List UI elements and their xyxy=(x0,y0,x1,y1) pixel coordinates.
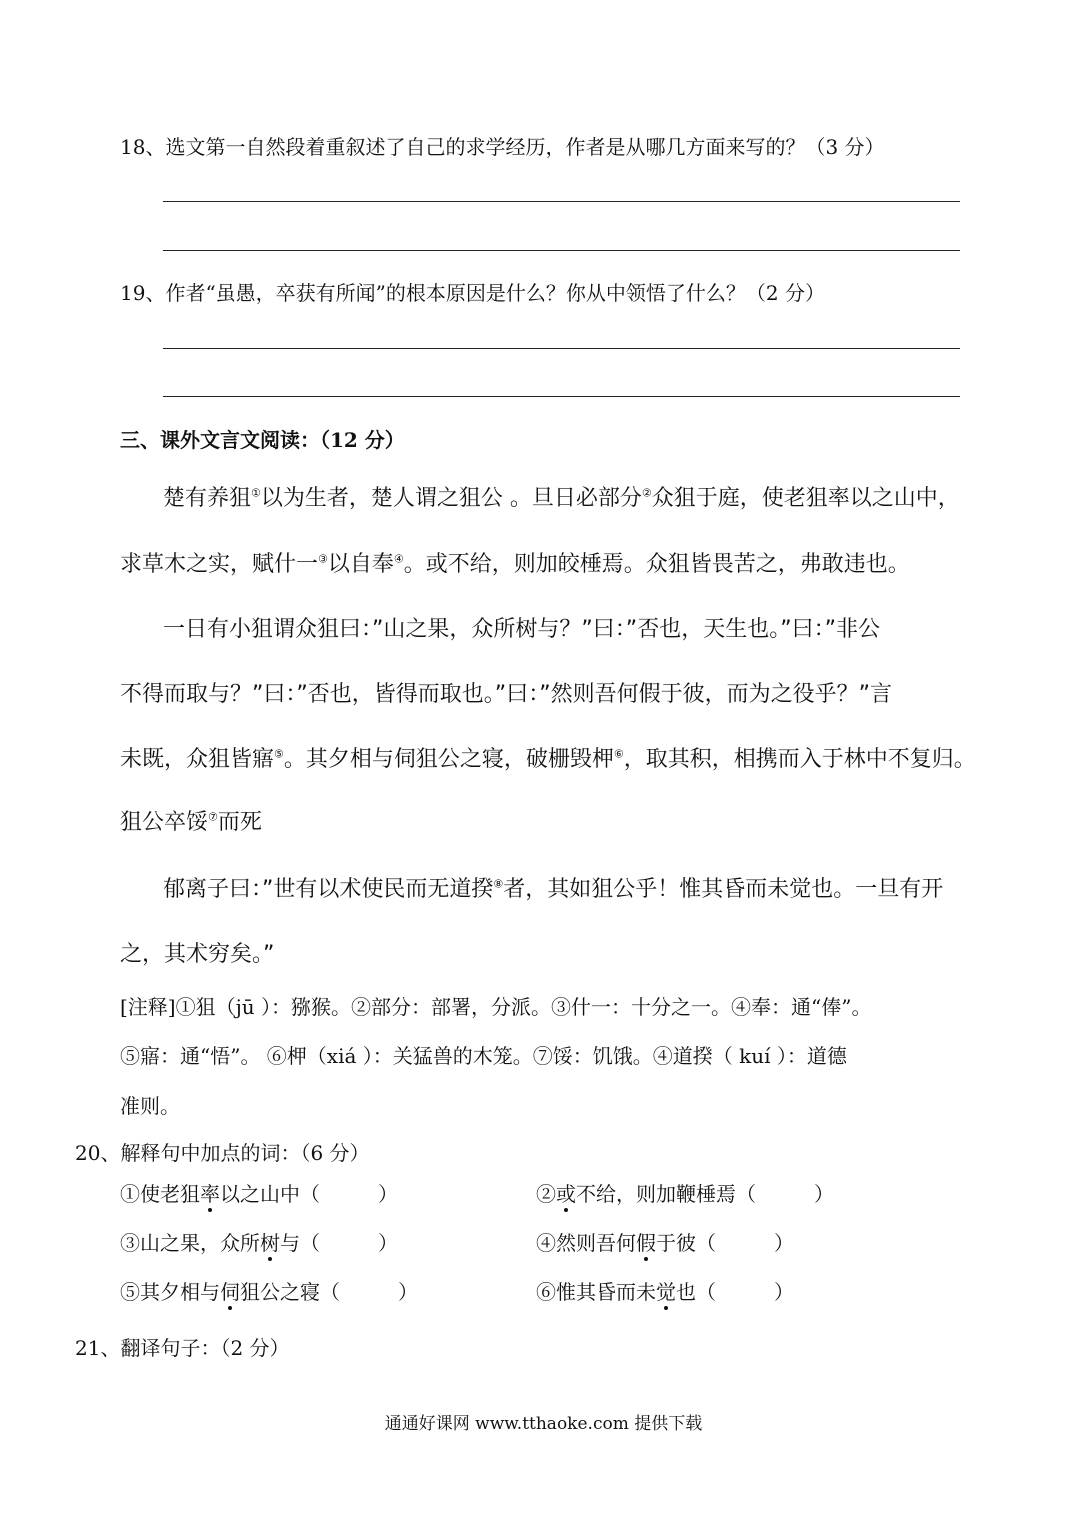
passage-line: 之，其术穷矣。” xyxy=(120,942,275,967)
q20-item-4: ④然则吾何假于彼（ ） xyxy=(536,1231,794,1255)
answer-line xyxy=(163,396,960,397)
passage-line: 不得而取与？”曰：”否也，皆得而取也。”曰：”然则吾何假于彼，而为之役乎？”言 xyxy=(120,682,892,707)
answer-line xyxy=(163,348,960,349)
passage-line: 郁离子曰：”世有以术使民而无道揆⑧者，其如狙公乎！惟其昏而未觉也。一旦有开 xyxy=(163,877,944,902)
question-20: 20、解释句中加点的词：（6 分） xyxy=(75,1141,370,1165)
answer-line xyxy=(163,201,960,202)
q20-item-6: ⑥惟其昏而未觉也（ ） xyxy=(536,1280,794,1304)
question-21: 21、翻译句子：（2 分） xyxy=(75,1336,290,1360)
section-heading: 三、课外文言文阅读：（12 分） xyxy=(120,428,405,452)
passage-line: 楚有养狙①以为生者，楚人谓之狙公 。旦日必部分②众狙于庭，使老狙率以之山中， xyxy=(163,486,960,511)
page-footer: 通通好课网 www.tthaoke.com 提供下载 xyxy=(384,1414,703,1434)
question-19: 19、作者“虽愚，卒获有所闻”的根本原因是什么？你从中领悟了什么？（2 分） xyxy=(120,281,825,305)
passage-line: 狙公卒馁⑦而死 xyxy=(120,810,262,835)
q20-item-2: ②或不给，则加鞭棰焉（ ） xyxy=(536,1182,834,1206)
passage-line: 一日有小狙谓众狙曰：”山之果，众所树与？”曰：”否也，天生也。”曰：”非公 xyxy=(163,617,880,642)
q20-item-1: ①使老狙率以之山中（ ） xyxy=(120,1182,398,1206)
q20-item-3: ③山之果，众所树与（ ） xyxy=(120,1231,398,1255)
annotation-line: 准则。 xyxy=(120,1094,180,1118)
question-18: 18、选文第一自然段着重叙述了自己的求学经历，作者是从哪几方面来写的？（3 分） xyxy=(120,135,885,159)
passage-line: 未既，众狙皆寤⑤。其夕相与伺狙公之寝，破栅毁柙⑥，取其积，相携而入于林中不复归。 xyxy=(120,747,976,772)
annotation-line: ⑤寤：通“悟”。 ⑥柙（xiá ）：关猛兽的木笼。⑦馁：饥饿。④道揆（ kuí ）：道德 xyxy=(120,1044,847,1068)
annotation-line: [注释]①狙（jū ）：猕猴。②部分：部署，分派。③什一：十分之一。④奉：通“俸”。 xyxy=(120,995,872,1019)
passage-line: 求草木之实，赋什一③以自奉④。或不给，则加皎棰焉。众狙皆畏苦之，弗敢违也。 xyxy=(120,552,910,577)
q20-item-5: ⑤其夕相与伺狙公之寝（ ） xyxy=(120,1280,418,1304)
answer-line xyxy=(163,250,960,251)
